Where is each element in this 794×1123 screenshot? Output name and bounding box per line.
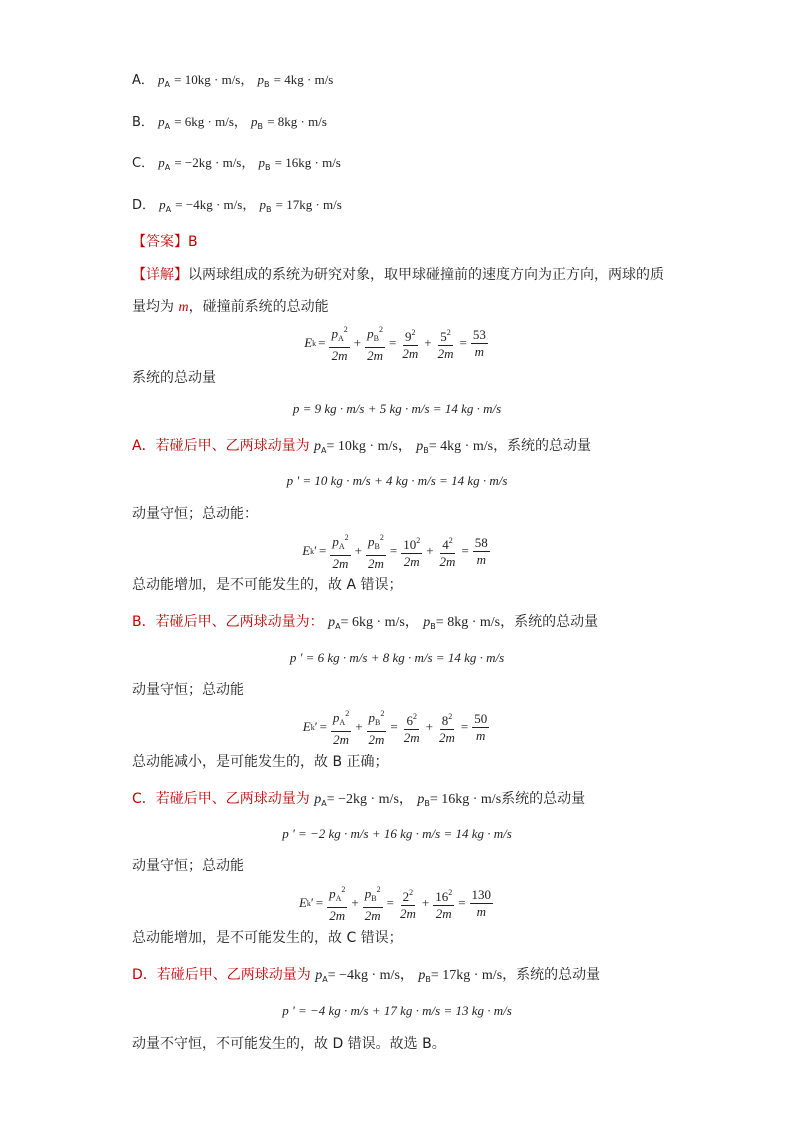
case-a-heading: A．若碰后甲、乙两球动量为 $p_A= 10kg \cdot m/s$， $p_B= 4kg \cdot m/s$，系统的总动量 [132, 438, 592, 455]
case-c-energy-equation: E k ′ = $\frac{p_A^2}{2m}$ + $\frac{p_B^2}{2m}$ = $\frac{2^2}{2m}$ + $\frac{16^2}{2m}$ = $\frac{130}{m}$ [298, 885, 492, 923]
detail-line-1: 【详解】以两球组成的系统为研究对象，取甲球碰撞前的速度方向为正方向，两球的质 [132, 267, 664, 283]
case-d-conclusion: 动量不守恒，不可能发生的，故 D 错误。故选 B。 [132, 1036, 446, 1052]
detail-line-2: 量均为 m，碰撞前系统的总动能 [132, 299, 329, 315]
case-b-energy-equation: E k ′ = $\frac{p_A^2}{2m}$ + $\frac{p_B^2}{2m}$ = $\frac{6^2}{2m}$ + $\frac{8^2}{2m}$ = $\frac{50}{m}$ [302, 709, 488, 747]
case-c-conservation: 动量守恒；总动能 [132, 858, 244, 874]
case-d-momentum-equation: p ' = −4 kg · m/s + 17 kg · m/s = 13 kg · m/s [282, 1003, 512, 1018]
case-b-conclusion: 总动能减小，是可能发生的，故 B 正确； [132, 754, 389, 770]
case-a-momentum-equation: p ' = 10 kg · m/s + 4 kg · m/s = 14 kg · m/s [286, 473, 508, 488]
case-b-heading: B．若碰后甲、乙两球动量为： $p_A= 6kg \cdot m/s$， $p_B= 8kg \cdot m/s$，系统的总动量 [132, 614, 599, 631]
option-a: A． $p_A = 10kg \cdot m/s$， $p_B = 4kg \cdot m/s$ [132, 72, 334, 89]
case-b-momentum-equation: p ' = 6 kg · m/s + 8 kg · m/s = 14 kg · m/s [289, 650, 505, 665]
case-c-heading: C．若碰后甲、乙两球动量为 $p_A= -2kg \cdot m/s$， $p_B= 16kg \cdot m/s$系统的总动量 [132, 791, 586, 808]
case-c-momentum-equation: p ' = −2 kg · m/s + 16 kg · m/s = 14 kg · m/s [282, 826, 512, 841]
equation-initial-kinetic-energy: E k = $\frac{p_A^2}{2m}$ + $\frac{p_B^2}{2m}$ = $\frac{9^2}{2m}$ + $\frac{5^2}{2m}$ = $\frac{53}{m}$ [304, 325, 486, 363]
total-momentum-label: 系统的总动量 [132, 370, 216, 386]
case-c-conclusion: 总动能增加，是不可能发生的，故 C 错误； [132, 930, 403, 946]
option-c: C． $p_A = -2kg \cdot m/s$， $p_B = 16kg \cdot m/s$ [132, 155, 341, 172]
option-b: B． $p_A = 6kg \cdot m/s$， $p_B = 8kg \cdot m/s$ [132, 114, 327, 131]
equation-initial-momentum: p = 9 kg · m/s + 5 kg · m/s = 14 kg · m/s [292, 401, 502, 416]
case-a-conclusion: 总动能增加，是不可能发生的，故 A 错误； [132, 577, 403, 593]
case-d-heading: D．若碰后甲、乙两球动量为 $p_A= -4kg \cdot m/s$， $p_B= 17kg \cdot m/s$，系统的总动量 [132, 967, 601, 984]
case-a-conservation: 动量守恒；总动能： [132, 506, 258, 522]
answer-line: 【答案】B [132, 234, 198, 250]
case-a-energy-equation: E k ′ = $\frac{p_A^2}{2m}$ + $\frac{p_B^2}{2m}$ = $\frac{10^2}{2m}$ + $\frac{4^2}{2m}$ = $\frac{58}{m}$ [302, 533, 488, 571]
case-b-conservation: 动量守恒；总动能 [132, 682, 244, 698]
option-d: D． $p_A = -4kg \cdot m/s$， $p_B = 17kg \cdot m/s$ [132, 197, 342, 214]
